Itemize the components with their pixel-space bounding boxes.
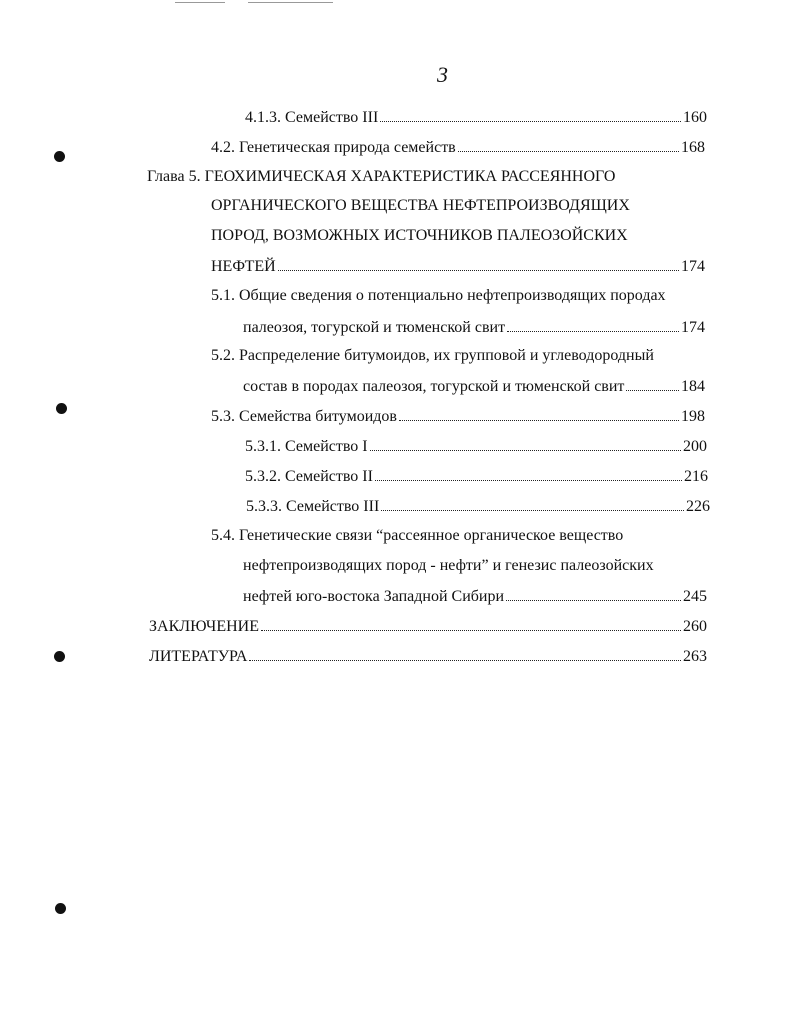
toc-entry-5-3	[211, 406, 705, 427]
punch-hole	[55, 903, 66, 914]
toc-entry-conclusion	[149, 616, 707, 637]
toc-entry-page: 168	[681, 139, 705, 156]
toc-entry-label: состав в породах палеозоя, тогурской и тюменской свит	[243, 378, 625, 395]
toc-entry-page: 226	[686, 498, 710, 515]
punch-hole	[56, 403, 67, 414]
leader-dots	[278, 256, 679, 271]
punch-hole	[54, 651, 65, 662]
leader-dots	[261, 616, 681, 631]
toc-entry-chapter-5-line: ПОРОД, ВОЗМОЖНЫХ ИСТОЧНИКОВ ПАЛЕОЗОЙСКИХ	[211, 227, 628, 244]
toc-entry-label: 5.3.1. Семейство I	[245, 438, 368, 455]
scan-artifact	[175, 2, 225, 3]
page-number: 3	[437, 62, 448, 87]
leader-dots	[399, 406, 679, 421]
toc-entry-chapter-5-line: ОРГАНИЧЕСКОГО ВЕЩЕСТВА НЕФТЕПРОИЗВОДЯЩИХ	[211, 197, 630, 214]
toc-entry-page: 174	[681, 258, 705, 275]
toc-entry-page: 260	[683, 618, 707, 635]
toc-entry-literature	[149, 646, 707, 667]
toc-entry-5-4-line: 5.4. Генетические связи “рассеянное органическое вещество	[211, 527, 624, 544]
toc-entry-label: 5.3. Семейства битумоидов	[211, 408, 397, 425]
leader-dots	[249, 646, 681, 661]
toc-entry-label: ЛИТЕРАТУРА	[149, 648, 248, 665]
toc-entry-label: палеозоя, тогурской и тюменской свит	[243, 319, 506, 336]
toc-entry-page: 200	[683, 438, 707, 455]
toc-entry-label: нефтей юго-востока Западной Сибири	[243, 588, 505, 605]
toc-entry-4-2	[211, 137, 705, 158]
toc-entry-5-3-1	[245, 436, 707, 457]
leader-dots	[458, 137, 679, 152]
toc-entry-label: НЕФТЕЙ	[211, 258, 276, 275]
toc-entry-label: 5.3.2. Семейство II	[245, 468, 373, 485]
leader-dots	[375, 466, 682, 481]
toc-entry-page: 245	[683, 588, 707, 605]
leader-dots	[626, 376, 679, 391]
punch-hole	[54, 151, 65, 162]
toc-entry-label: ЗАКЛЮЧЕНИЕ	[149, 618, 259, 635]
toc-entry-page: 216	[684, 468, 708, 485]
scan-artifact	[248, 2, 333, 3]
toc-entry-label: 4.2. Генетическая природа семейств	[211, 139, 456, 156]
toc-entry-5-1-line: 5.1. Общие сведения о потенциально нефтепроизводящих породах	[211, 287, 666, 304]
toc-entry-page: 263	[683, 648, 707, 665]
toc-entry-page: 184	[681, 378, 705, 395]
toc-entry-label: 5.3.3. Семейство III	[246, 498, 380, 515]
toc-entry-chapter-5-line: Глава 5. ГЕОХИМИЧЕСКАЯ ХАРАКТЕРИСТИКА РАССЕЯННОГО	[147, 168, 616, 185]
toc-entry-5-3-2	[245, 466, 708, 487]
toc-entry-page: 174	[681, 319, 705, 336]
toc-entry-5-2	[243, 376, 705, 397]
leader-dots	[380, 107, 681, 122]
toc-entry-label: 4.1.3. Семейство III	[245, 109, 379, 126]
toc-entry-5-4	[243, 586, 707, 607]
toc-entry-5-2-line: 5.2. Распределение битумоидов, их групповой и углеводородный	[211, 347, 654, 364]
toc-entry-5-4-line: нефтепроизводящих пород - нефти” и генезис палеозойских	[243, 557, 654, 574]
toc-entry-page: 198	[681, 408, 705, 425]
toc-entry-5-1	[243, 317, 705, 338]
leader-dots	[506, 586, 681, 601]
leader-dots	[381, 496, 684, 511]
toc-entry-5-3-3	[246, 496, 710, 517]
toc-entry-chapter-5	[211, 256, 705, 277]
toc-entry-4-1-3	[245, 107, 707, 128]
toc-entry-page: 160	[683, 109, 707, 126]
leader-dots	[370, 436, 681, 451]
leader-dots	[507, 317, 679, 332]
